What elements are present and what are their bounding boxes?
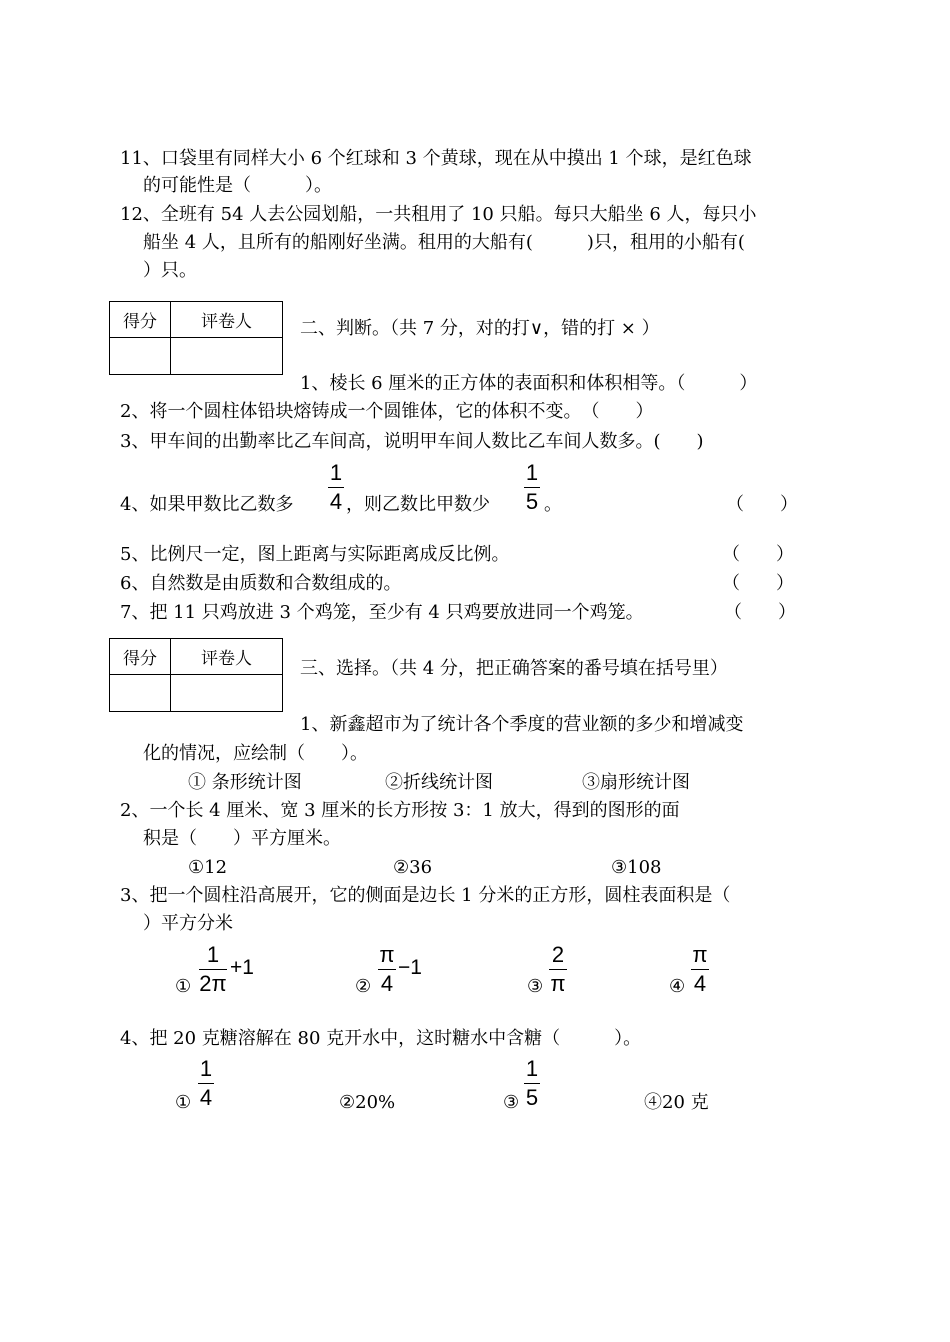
choice-q4-opt1-label: ① (175, 1092, 192, 1113)
choice-q1-opt1: ① 条形统计图 (188, 772, 302, 793)
fraction-2-pi: 2 π (550, 942, 566, 996)
choice-q3-line2: ）平方分米 (143, 913, 233, 934)
choice-q3-opt1-label: ① (175, 976, 192, 997)
judge-item-5: 5、比例尺一定，图上距离与实际距离成反比例。 (120, 544, 510, 565)
choice-q3-opt3-label: ③ (527, 976, 544, 997)
fraction-1-5: 1 5 (525, 460, 539, 514)
q12-line1: 12、全班有 54 人去公园划船，一共租用了 10 只船。每只大船坐 6 人，每只小 (120, 204, 757, 225)
judge-item-4-paren: （ ） (726, 494, 798, 515)
choice-q3-opt2-label: ② (355, 976, 372, 997)
score-header: 得分 (110, 639, 171, 675)
choice-q1-opt3: ③扇形统计图 (582, 772, 690, 793)
judge-item-6: 6、自然数是由质数和合数组成的。 (120, 573, 402, 594)
judge-item-4-c: 。 (544, 494, 562, 515)
section2-heading: 二、判断。（共 7 分，对的打∨，错的打 × ） (300, 318, 660, 339)
choice-q3-opt4-label: ④ (669, 976, 686, 997)
q12-line3: ）只。 (143, 260, 197, 281)
choice-q2-line2: 积是（ ）平方厘米。 (143, 828, 341, 849)
choice-q3-opt2-tail: −1 (398, 956, 422, 979)
q11-line1: 11、口袋里有同样大小 6 个红球和 3 个黄球，现在从中摸出 1 个球，是红色球 (120, 148, 752, 169)
fraction-pi-4b: π 4 (692, 942, 708, 996)
choice-q4-opt4: ④20 克 (644, 1092, 709, 1113)
choice-q2-line1: 2、一个长 4 厘米、宽 3 厘米的长方形按 3：1 放大，得到的图形的面 (120, 800, 680, 821)
fraction-1-5-choice: 1 5 (525, 1056, 539, 1110)
grader-header: 评卷人 (171, 302, 283, 338)
choice-q2-opt2: ②36 (393, 857, 433, 878)
judge-item-3: 3、甲车间的出勤率比乙车间高，说明甲车间人数比乙车间人数多。( ) (120, 431, 704, 452)
choice-q4-opt3-label: ③ (503, 1092, 520, 1113)
fraction-1-4-choice: 1 4 (199, 1056, 213, 1110)
fraction-pi-4: π 4 (379, 942, 395, 996)
judge-item-4-b: ，则乙数比甲数少 (346, 494, 490, 515)
fraction-1-4: 1 4 (329, 460, 343, 514)
judge-item-4-a: 4、如果甲数比乙数多 (120, 494, 294, 515)
q11-line2: 的可能性是（ ）。 (143, 175, 332, 196)
score-table-3 (109, 638, 283, 712)
judge-item-2: 2、将一个圆柱体铅块熔铸成一个圆锥体，它的体积不变。 （ ） (120, 401, 654, 422)
score-table-2 (109, 301, 283, 375)
choice-q2-opt3: ③108 (611, 857, 662, 878)
judge-item-5-paren: （ ） (722, 544, 794, 565)
judge-item-7: 7、把 11 只鸡放进 3 个鸡笼，至少有 4 只鸡要放进同一个鸡笼。 (120, 602, 644, 623)
fraction-1-2pi: 1 2π (199, 942, 227, 996)
judge-item-7-paren: （ ） (724, 602, 796, 623)
choice-q1-opt2: ②折线统计图 (385, 772, 493, 793)
grader-header: 评卷人 (171, 639, 283, 675)
choice-q3-opt1-tail: +1 (230, 956, 254, 979)
judge-item-1: 1、棱长 6 厘米的正方体的表面积和体积相等。（ ） (300, 373, 758, 394)
choice-q1-line2: 化的情况，应绘制（ ）。 (143, 743, 368, 764)
judge-item-6-paren: （ ） (722, 573, 794, 594)
choice-q3-line1: 3、把一个圆柱沿高展开，它的侧面是边长 1 分米的正方形，圆柱表面积是（ (120, 885, 731, 906)
score-cell[interactable] (110, 675, 171, 712)
choice-q4-line1: 4、把 20 克糖溶解在 80 克开水中，这时糖水中含糖（ ）。 (120, 1028, 642, 1049)
grader-cell[interactable] (171, 675, 283, 712)
choice-q2-opt1: ①12 (188, 857, 228, 878)
choice-q4-opt2: ②20% (339, 1092, 396, 1113)
score-cell[interactable] (110, 338, 171, 375)
score-header: 得分 (110, 302, 171, 338)
q12-line2: 船坐 4 人，且所有的船刚好坐满。租用的大船有( )只，租用的小船有( (143, 232, 745, 253)
section3-heading: 三、选择。（共 4 分，把正确答案的番号填在括号里） (300, 658, 728, 679)
choice-q1-line1: 1、新鑫超市为了统计各个季度的营业额的多少和增减变 (300, 714, 744, 735)
grader-cell[interactable] (171, 338, 283, 375)
